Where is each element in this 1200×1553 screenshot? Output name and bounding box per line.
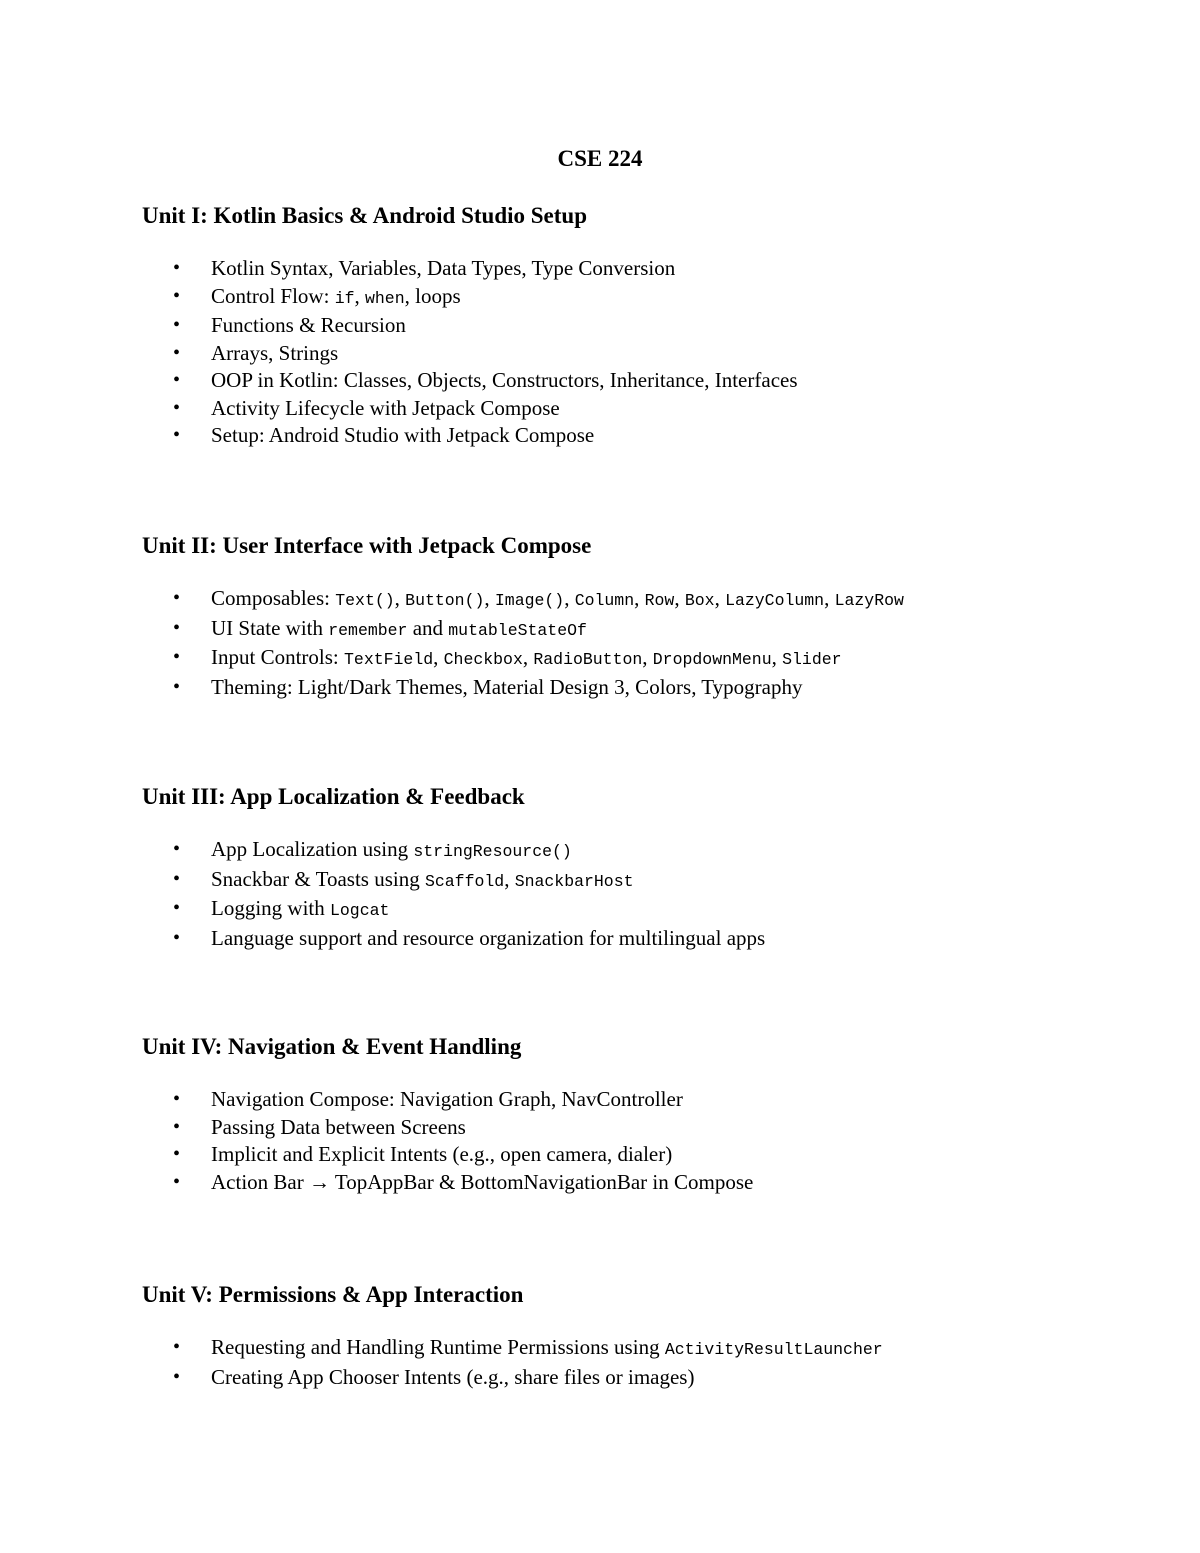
item-text: ,: [771, 645, 783, 669]
item-text: ,: [642, 645, 653, 669]
code-token: Checkbox: [443, 650, 523, 669]
bullet-icon: •: [173, 926, 181, 949]
bullet-icon: •: [173, 1088, 181, 1110]
code-token: RadioButton: [533, 650, 643, 669]
list-item: [142, 585, 1142, 615]
item-text: Language support and resource organization for multilingual apps: [211, 925, 766, 950]
item-text: ,: [674, 586, 685, 610]
bullet-icon: •: [173, 284, 181, 307]
code-token: Image(): [494, 591, 565, 610]
bullet-icon: •: [173, 369, 181, 391]
code-token: Column: [574, 591, 635, 610]
bullet-icon: •: [173, 897, 181, 919]
bullet-icon: •: [173, 1115, 181, 1138]
list-item: [142, 836, 1142, 866]
bullet-icon: •: [173, 646, 181, 668]
code-token: Row: [644, 591, 675, 610]
list-item: [142, 1334, 1142, 1364]
unit-section: [142, 1280, 1142, 1391]
bullet-icon: •: [173, 838, 181, 860]
item-text: ,: [564, 586, 575, 610]
item-text: Navigation Compose: Navigation Graph, NavController: [211, 1087, 683, 1111]
code-token: LazyColumn: [725, 591, 825, 610]
item-text: Input Controls:: [211, 645, 345, 669]
list-item: [142, 1086, 1142, 1114]
bullet-icon: •: [173, 1143, 181, 1165]
item-text: ,: [522, 645, 534, 669]
item-text: Creating App Chooser Intents (e.g., share files or images): [211, 1364, 695, 1389]
item-text: ,: [824, 586, 835, 610]
code-token: stringResource(): [413, 842, 572, 861]
item-text: Snackbar & Toasts using: [211, 866, 425, 891]
unit-heading: Unit V: Permissions & App Interaction: [142, 1282, 524, 1307]
item-text: ,: [504, 866, 515, 891]
code-token: mutableStateOf: [448, 620, 587, 640]
item-text: ,: [394, 586, 406, 610]
code-token: LazyRow: [834, 591, 904, 610]
list-item: [142, 644, 1142, 674]
code-token: Scaffold: [424, 871, 505, 891]
item-text: Logging with: [211, 896, 330, 920]
item-text: , loops: [404, 283, 461, 308]
unit-section: [142, 1032, 1142, 1196]
item-text: UI State with: [211, 615, 329, 640]
code-token: Box: [684, 591, 715, 610]
list-item: [142, 1364, 1142, 1392]
bullet-icon: •: [173, 616, 181, 639]
item-text: Activity Lifecycle with Jetpack Compose: [211, 395, 560, 420]
list-item: [142, 340, 1142, 368]
unit-section: [142, 201, 1142, 450]
bullet-icon: •: [173, 587, 181, 609]
item-text: ,: [484, 586, 495, 610]
code-token: Slider: [782, 650, 842, 669]
item-text: Setup: Android Studio with Jetpack Compose: [211, 423, 595, 447]
list-item: [142, 615, 1142, 645]
code-token: if: [334, 288, 355, 308]
list-item: [142, 367, 1142, 395]
unit-topic-list: [142, 1334, 1142, 1391]
code-token: Text(): [335, 591, 395, 610]
item-text: Composables:: [211, 586, 336, 610]
item-text: Implicit and Explicit Intents (e.g., open camera, dialer): [211, 1142, 673, 1166]
item-text: Requesting and Handling Runtime Permissions using: [211, 1335, 665, 1359]
list-item: [142, 866, 1142, 896]
document-title: CSE 224: [557, 146, 643, 171]
list-item: [142, 283, 1142, 313]
code-token: Button(): [405, 591, 485, 610]
bullet-icon: •: [173, 396, 181, 419]
bullet-icon: •: [173, 1336, 181, 1358]
code-token: DropdownMenu: [652, 650, 772, 669]
item-text: ,: [433, 645, 444, 669]
item-text: ,: [354, 283, 365, 308]
unit-heading: Unit III: App Localization & Feedback: [142, 784, 525, 809]
bullet-icon: •: [173, 867, 181, 890]
bullet-icon: •: [173, 257, 181, 279]
item-text: ,: [634, 586, 645, 610]
bullet-icon: •: [173, 314, 181, 336]
item-text: Control Flow:: [211, 283, 335, 308]
item-text: Passing Data between Screens: [211, 1114, 466, 1139]
list-item: [142, 312, 1142, 340]
unit-topic-list: [142, 585, 1142, 701]
bullet-icon: •: [173, 1365, 181, 1388]
item-text: Arrays, Strings: [211, 340, 339, 365]
list-item: [142, 395, 1142, 423]
list-item: [142, 895, 1142, 925]
list-item: [142, 674, 1142, 702]
unit-topic-list: [142, 255, 1142, 450]
unit-heading: Unit I: Kotlin Basics & Android Studio Setup: [142, 203, 587, 228]
item-text: Action Bar → TopAppBar & BottomNavigationBar in Compose: [211, 1169, 754, 1194]
bullet-icon: •: [173, 1170, 181, 1193]
code-token: when: [365, 288, 405, 308]
code-token: TextField: [344, 650, 434, 669]
unit-heading: Unit II: User Interface with Jetpack Compose: [142, 533, 592, 558]
list-item: [142, 1114, 1142, 1142]
code-token: Logcat: [330, 901, 390, 920]
item-text: and: [407, 615, 449, 640]
item-text: OOP in Kotlin: Classes, Objects, Constructors, Inheritance, Interfaces: [211, 368, 798, 392]
bullet-icon: •: [173, 341, 181, 364]
list-item: [142, 925, 1142, 953]
bullet-icon: •: [173, 424, 181, 446]
item-text: Functions & Recursion: [211, 313, 406, 337]
unit-heading: Unit IV: Navigation & Event Handling: [142, 1034, 522, 1059]
unit-section: [142, 782, 1142, 952]
list-item: [142, 1141, 1142, 1169]
unit-topic-list: [142, 836, 1142, 952]
code-token: ActivityResultLauncher: [664, 1340, 883, 1359]
item-text: App Localization using: [211, 837, 414, 861]
item-text: Theming: Light/Dark Themes, Material Design 3, Colors, Typography: [211, 674, 803, 699]
unit-section: [142, 531, 1142, 701]
code-token: remember: [328, 620, 408, 640]
list-item: [142, 255, 1142, 283]
bullet-icon: •: [173, 675, 181, 698]
list-item: [142, 1169, 1142, 1197]
unit-topic-list: [142, 1086, 1142, 1196]
list-item: [142, 422, 1142, 450]
code-token: SnackbarHost: [514, 871, 634, 891]
item-text: ,: [714, 586, 726, 610]
item-text: Kotlin Syntax, Variables, Data Types, Type Conversion: [211, 256, 676, 280]
